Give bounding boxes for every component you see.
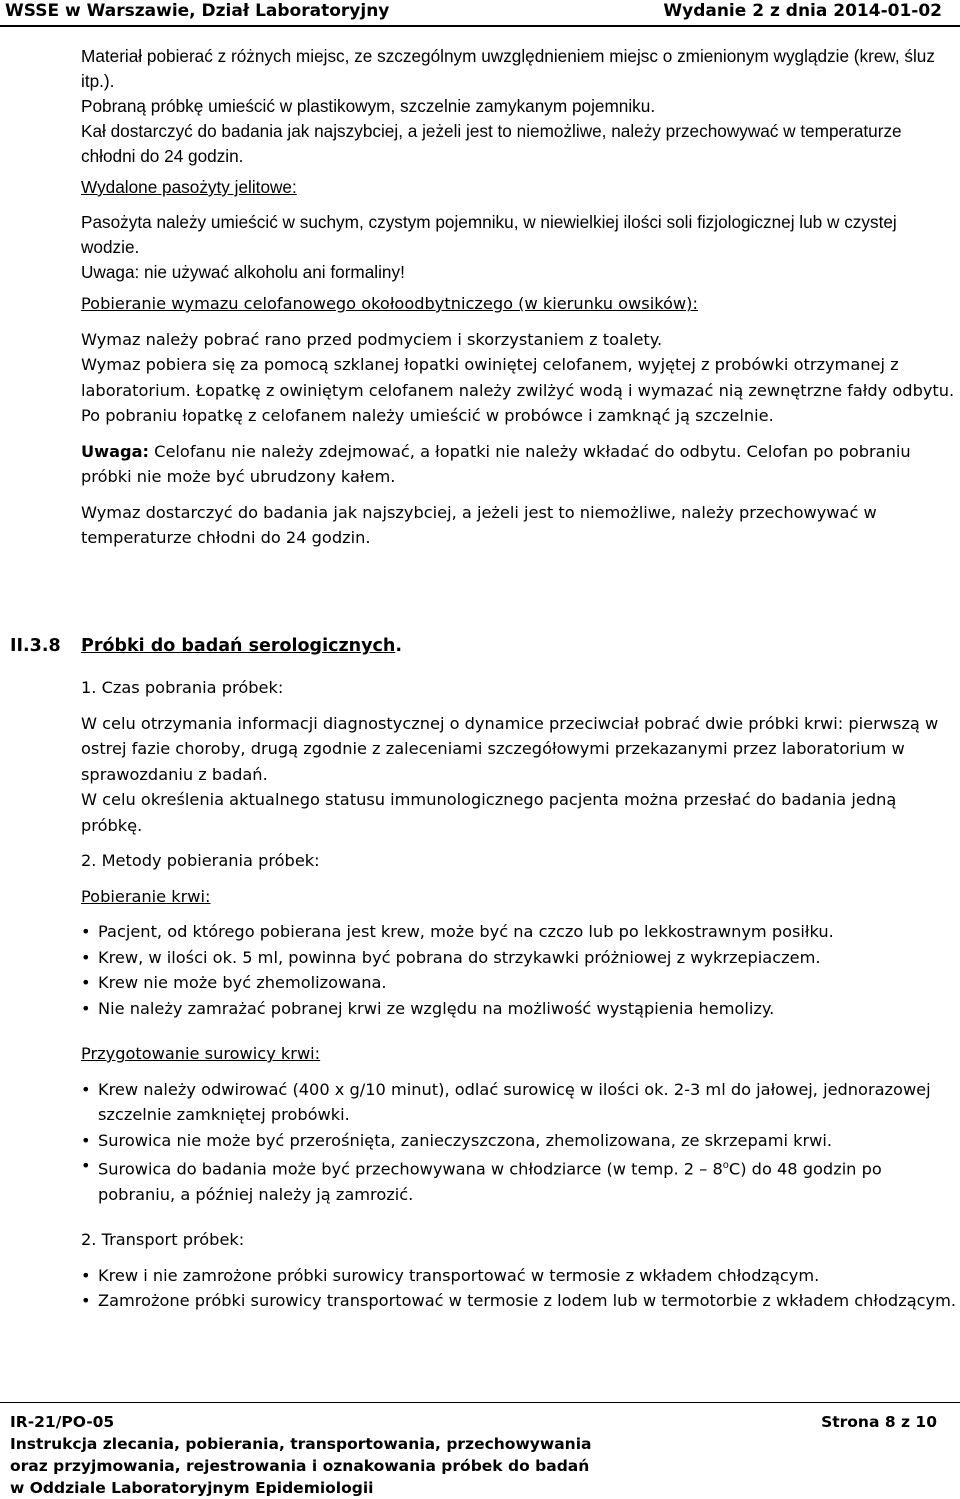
bullet-icon: • (81, 1291, 91, 1311)
list-item: • Krew i nie zamrożone próbki surowicy transportować w termosie z wkładem chłodzącym. (81, 1263, 956, 1289)
list-item: • Surowica do badania może być przechowywana w chłodziarce (w temp. 2 – 8$^o$C) do 48 godzin po pobraniu, a później należy ją zamrozić. (81, 1153, 956, 1207)
section-title-text: Próbki do badań serologicznych (81, 636, 396, 656)
bullet-icon: • (81, 922, 91, 941)
section-title-suffix: . (395, 636, 402, 656)
blood-collection-heading: Pobieranie krwi: (81, 886, 211, 906)
intro-paragraph-1: Materiał pobierać z różnych miejsc, ze szczególnym uwzględnieniem miejsc o zmienionym wyglądzie (krew, śluz itp.). (81, 46, 935, 91)
stool-sampling-section (81, 44, 956, 551)
parasites-heading: Wydalone pasożyty jelitowe: (81, 177, 297, 197)
swab-warning-text: Celofanu nie należy zdejmować, a łopatki nie należy wkładać do odbytu. Celofan po pobraniu próbki nie może być ubrudzony kałem. (81, 441, 911, 486)
blood-collection-list (81, 919, 956, 1021)
list-item: • Surowica nie może być przerośnięta, zanieczyszczona, zhemolizowana, ze skrzepami krwi. (81, 1128, 956, 1154)
swab-warning-label: Uwaga: (81, 441, 150, 461)
serum-preparation-heading: Przygotowanie surowicy krwi: (81, 1044, 321, 1063)
bullet-icon: • (81, 1156, 91, 1175)
swab-heading: Pobieranie wymazu celofanowego okołoodbytniczego (w kierunku owsików): (81, 294, 698, 313)
serology-section (81, 675, 956, 1314)
section-title (81, 636, 402, 656)
bullet-icon: • (81, 1079, 91, 1099)
footer-document-code: IR-21/PO-05 (10, 1413, 115, 1431)
timing-paragraph-1: W celu otrzymania informacji diagnostycznej o dynamice przeciwciał pobrać dwie próbki krwi: pierwszą w ostrej fazie choroby, drugą zgodnie z zaleceniami szczegółowymi przekazanymi przez laboratorium w sprawozdaniu z badań. (81, 713, 939, 784)
bullet-icon: • (81, 1130, 91, 1150)
parasites-paragraph-2: Uwaga: nie używać alkoholu ani formaliny! (81, 262, 405, 282)
footer-document-title-1: Instrukcja zlecania, pobierania, transportowania, przechowywania (10, 1435, 592, 1453)
swab-paragraph-1: Wymaz należy pobrać rano przed podmyciem i skorzystaniem z toalety. (81, 329, 663, 349)
list-item: • Nie należy zamrażać pobranej krwi ze względu na możliwość wystąpienia hemolizy. (81, 996, 956, 1022)
list-item: • Krew, w ilości ok. 5 ml, powinna być pobrana do strzykawki próżniowej z wykrzepiaczem. (81, 945, 956, 971)
section-number: II.3.8 (10, 636, 61, 656)
bullet-icon: • (81, 973, 91, 992)
timing-paragraph-2: W celu określenia aktualnego statusu immunologicznego pacjenta można przesłać do badania jedną próbkę. (81, 790, 897, 835)
list-item: • Zamrożone próbki surowicy transportować w termosie z lodem lub w termotorbie z wkładem chłodzącym. (81, 1288, 956, 1314)
bullet-icon: • (81, 1265, 91, 1285)
bullet-icon: • (81, 947, 91, 967)
header-edition: Wydanie 2 z dnia 2014-01-02 (663, 1, 942, 21)
timing-heading: 1. Czas pobrania próbek: (81, 678, 284, 697)
swab-paragraph-2: Wymaz pobiera się za pomocą szklanej łopatki owiniętej celofanem, wyjętej z probówki otrzymanej z laboratorium. Łopatkę z owiniętym celofanem należy zwilżyć wodą i wymazać nią zewnętrzne fałdy odbytu. Po pobraniu łopatkę z celofanem należy umieścić w probówce i zamknąć ją szczelnie. (81, 355, 955, 425)
parasites-paragraph-1: Pasożyta należy umieścić w suchym, czystym pojemniku, w niewielkiej ilości soli fizjologicznej lub w czystej wodzie. (81, 212, 897, 257)
header-lab-name: WSSE w Warszawie, Dział Laboratoryjny (5, 1, 390, 21)
transport-list (81, 1263, 956, 1314)
footer-document-title-2: oraz przyjmowania, rejestrowania i oznakowania próbek do badań (10, 1457, 590, 1475)
serum-preparation-list (81, 1077, 956, 1208)
intro-paragraph-3: Kał dostarczyć do badania jak najszybciej, a jeżeli jest to niemożliwe, należy przechowywać w temperaturze chłodni do 24 godzin. (81, 121, 902, 166)
bullet-icon: • (81, 998, 91, 1018)
list-item: • Krew należy odwirować (400 x g/10 minut), odlać surowicę w ilości ok. 2-3 ml do jałowej, jednorazowej szczelnie zamkniętej probówki. (81, 1077, 956, 1128)
list-item: • Pacjent, od którego pobierana jest krew, może być na czczo lub po lekkostrawnym posiłku. (81, 919, 956, 945)
swab-warning (81, 439, 956, 490)
swab-paragraph-3: Wymaz dostarczyć do badania jak najszybciej, a jeżeli jest to niemożliwe, należy przechowywać w temperaturze chłodni do 24 godzin. (81, 502, 877, 547)
footer-document-title-3: w Oddziale Laboratoryjnym Epidemiologii (10, 1479, 374, 1497)
page-footer (0, 1402, 960, 1497)
footer-page-number: Strona 8 z 10 (821, 1413, 937, 1431)
methods-heading: 2. Metody pobierania próbek: (81, 851, 320, 870)
list-item: • Krew nie może być zhemolizowana. (81, 970, 956, 996)
page-header (0, 0, 960, 27)
footer-document-info (10, 1411, 591, 1499)
transport-heading: 2. Transport próbek: (81, 1230, 245, 1250)
intro-paragraph-2: Pobraną próbkę umieścić w plastikowym, szczelnie zamykanym pojemniku. (81, 96, 656, 116)
